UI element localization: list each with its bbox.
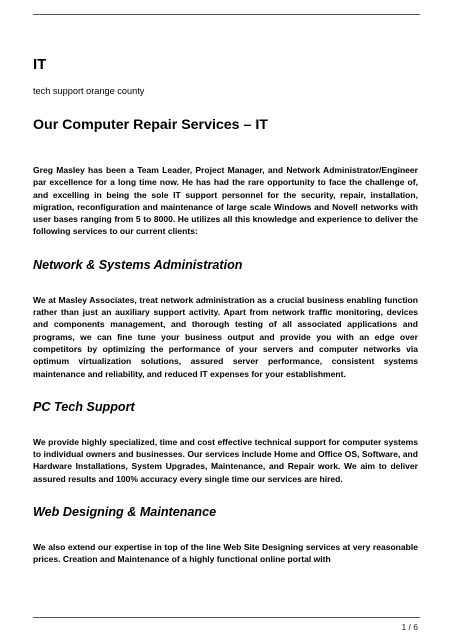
section-body-network: We at Masley Associates, treat network administration as a crucial business enabling function rather than just an auxiliary support activity. Apart from network traffic monitoring, devices and components management, and thorough testing of all associated applications and programs, we can fine tune your business output and provide you with an edge over competitors by optimizing the performance of your servers and computer networks via optimum virtualization solutions, assured server performance, consistent systems maintenance and reliability, and reduced IT expenses for your establishment. xyxy=(33,294,418,379)
section-heading-pc-support: PC Tech Support xyxy=(33,399,135,414)
footer-rule xyxy=(33,617,420,618)
section-body-web-design: We also extend our expertise in top of the line Web Site Designing services at very reasonable prices. Creation and Maintenance of a highly functional online portal with xyxy=(33,542,418,565)
intro-paragraph: Greg Masley has been a Team Leader, Project Manager, and Network Administrator/Engineer par excellence for a long time now. He has had the rare opportunity to face the challenge of, and excelling in being the sole IT support personnel for the security, repair, installation, migration, reconfiguration and maintenance of large scale Windows and Novell networks with user bases ranging from 5 to 8000. He utilizes all this knowledge and experience to deliver the following services to our current clients: xyxy=(33,165,418,237)
header-rule xyxy=(33,14,420,15)
section-heading-network: Network & Systems Administration xyxy=(33,257,243,272)
document-title: IT xyxy=(33,56,47,73)
section-heading-web-design: Web Designing & Maintenance xyxy=(33,505,217,520)
page-indicator: 1 / 6 xyxy=(401,622,418,632)
document-subtitle: tech support orange county xyxy=(33,86,145,96)
page-content xyxy=(33,56,418,566)
section-body-pc-support: We provide highly specialized, time and cost effective technical support for computer systems to individual owners and businesses. Our services include Home and Office OS, Software, and Hardware Installations, System Upgrades, Maintenance, and Repair work. We aim to deliver assured results and 100% accuracy every single time our services are hired. xyxy=(33,436,418,484)
main-heading: Our Computer Repair Services – IT xyxy=(33,117,268,133)
